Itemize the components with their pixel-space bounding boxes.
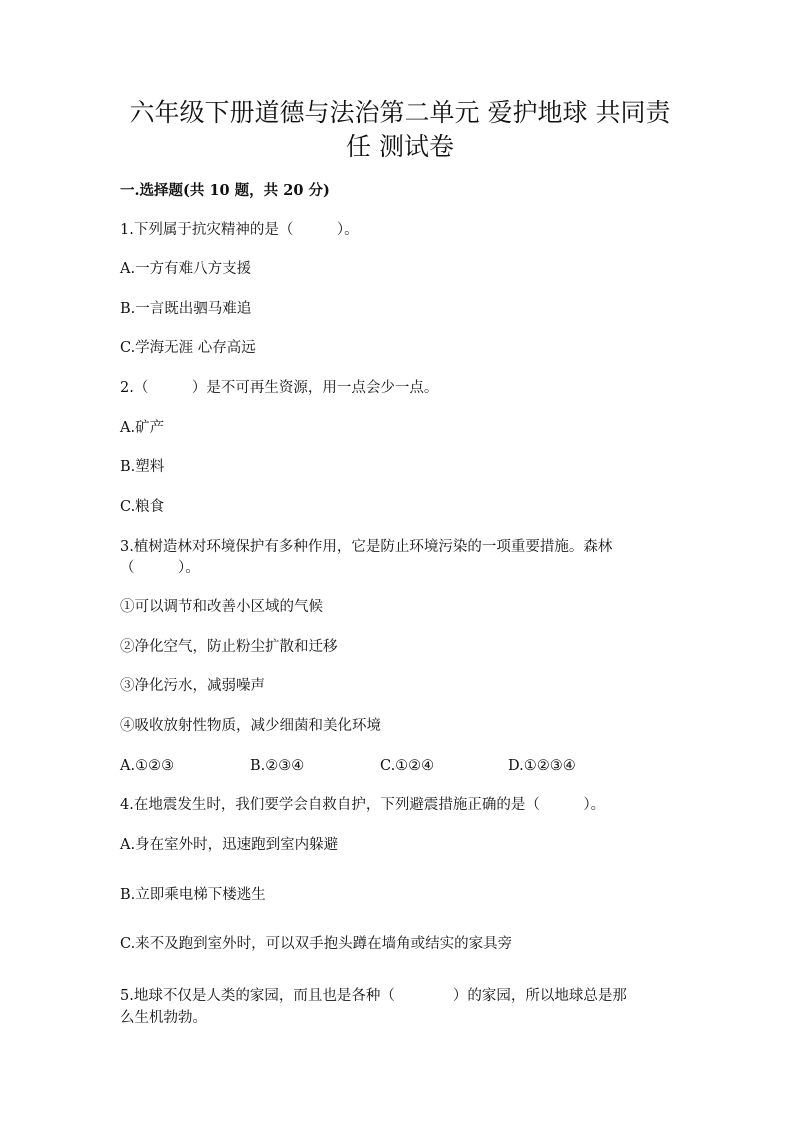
question-2-option-c: C.粮食 xyxy=(120,499,165,515)
question-1-option-a: A.一方有难八方支援 xyxy=(120,261,252,277)
question-3-stem-line-1: 3.植树造林对环境保护有多种作用，它是防止环境污染的一项重要措施。森林 xyxy=(120,539,613,555)
question-3-option-a: A.①②③ xyxy=(120,758,175,774)
title-line-2: 任 测试卷 xyxy=(346,132,454,161)
title-line-1: 六年级下册道德与法治第二单元 爱护地球 共同责 xyxy=(129,98,671,127)
question-4-option-b: B.立即乘电梯下楼逃生 xyxy=(120,887,266,903)
question-4-stem: 4.在地震发生时，我们要学会自救自护，下列避震措施正确的是（ ）。 xyxy=(120,797,606,813)
question-3-statement-4: ④吸收放射性物质，减少细菌和美化环境 xyxy=(120,718,381,734)
question-2-stem: 2.（ ）是不可再生资源，用一点会少一点。 xyxy=(120,380,439,396)
question-3-statement-3: ③净化污水，减弱噪声 xyxy=(120,678,265,694)
question-1-option-b: B.一言既出驷马难追 xyxy=(120,301,252,317)
question-3-statement-1: ①可以调节和改善小区域的气候 xyxy=(120,599,323,615)
question-3-option-b: B.②③④ xyxy=(250,758,305,774)
question-3-statement-2: ②净化空气，防止粉尘扩散和迁移 xyxy=(120,639,338,655)
question-3-stem-line-2: （ ）。 xyxy=(120,560,200,576)
question-1-stem: 1.下列属于抗灾精神的是（ ）。 xyxy=(120,222,359,238)
question-5-stem-line-1: 5.地球不仅是人类的家园，而且也是各种（ ）的家园，所以地球总是那 xyxy=(120,988,627,1004)
question-3-option-c: C.①②④ xyxy=(380,758,435,774)
question-5-stem-line-2: 么生机勃勃。 xyxy=(120,1010,207,1026)
question-2-option-a: A.矿产 xyxy=(120,420,165,436)
question-1-option-c: C.学海无涯 心存高远 xyxy=(120,340,256,356)
section-heading: 一.选择题(共 10 题，共 20 分) xyxy=(120,182,330,199)
question-4-option-a: A.身在室外时，迅速跑到室内躲避 xyxy=(120,837,339,853)
question-3-option-d: D.①②③④ xyxy=(508,758,576,774)
question-4-option-c: C.来不及跑到室外时，可以双手抱头蹲在墙角或结实的家具旁 xyxy=(120,936,513,952)
question-2-option-b: B.塑料 xyxy=(120,459,165,475)
page-title xyxy=(110,96,690,164)
